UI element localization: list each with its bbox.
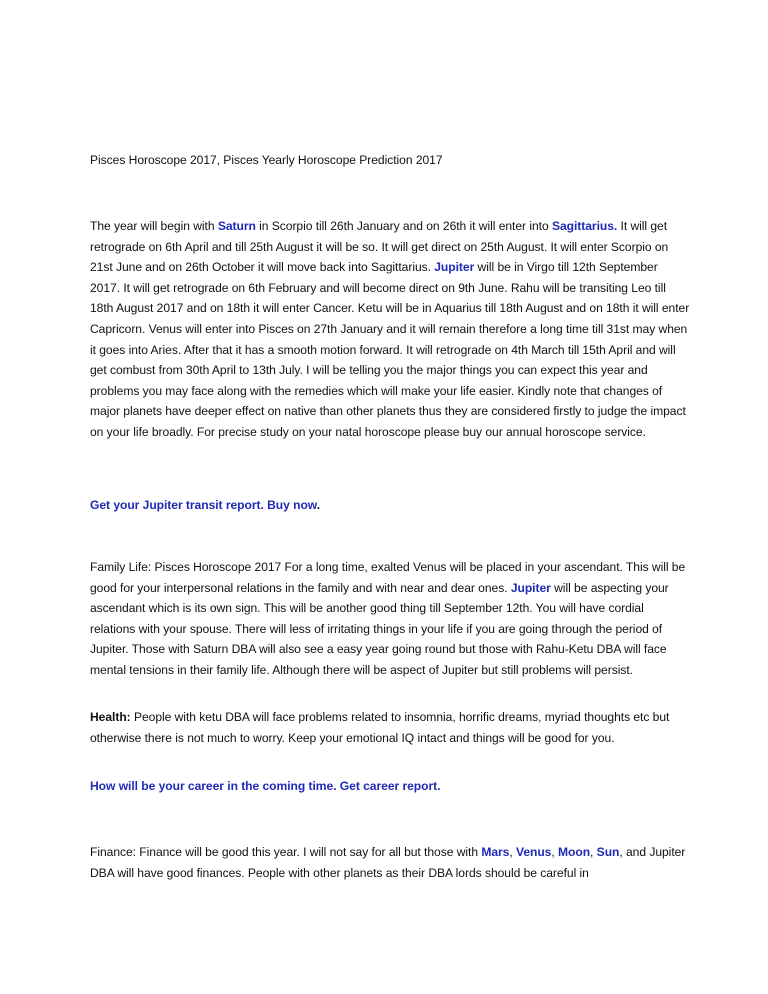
jupiter-transit-cta	[90, 495, 690, 516]
saturn-link[interactable]: Saturn	[217, 219, 256, 233]
family-text-2: will be aspecting your ascendant which is its own sign. This will be another good thing till September 12th. You will have cordial relations with your spouse. There will less of irritating things in your life if you are going through the period of Jupiter. Those with Saturn DBA will also see a easy year going round but those with Rahu-Ketu DBA will face mental tensions in their family life. Although there will be aspect of Jupiter but still problems will persist.	[90, 580, 669, 677]
health-paragraph	[90, 707, 690, 748]
cta-period: .	[316, 498, 321, 512]
family-life-paragraph	[90, 557, 690, 681]
health-label: Health:	[90, 710, 131, 724]
moon-link[interactable]: Moon	[558, 845, 591, 859]
intro-text-4: will be in Virgo till 12th September 2017. It will get retrograde on 6th February and will become direct on 9th June. Rahu will be transiting Leo till 18th August 2017 and on 18th it will enter Cancer. Ketu will be in Aquarius till 18th August and on 18th it will enter Capricorn. Venus will enter into Pisces on 27th January and it will remain therefore a long time till 31st may when it goes into Aries. After that it has a smooth motion forward. It will retrograde on 4th March till 15th April and will get combust from 30th April to 13th July. I will be telling you the major things you can expect this year and problems you may face along with the remedies which will make your life easier. Kindly note that changes of major planets have deeper effect on native than other planets thus they are considered firstly to judge the impact on your life broadly. For precise study on your natal horoscope please buy our annual horoscope service.	[90, 260, 690, 439]
intro-paragraph	[90, 216, 690, 443]
finance-sep-1: ,	[509, 845, 516, 859]
sagittarius-link[interactable]: Sagittarius.	[551, 219, 618, 233]
finance-paragraph	[90, 842, 690, 883]
jupiter-transit-report-link[interactable]: Get your Jupiter transit report. Buy now	[90, 498, 317, 512]
sun-link[interactable]: Sun	[596, 845, 620, 859]
finance-sep-2: ,	[551, 845, 558, 859]
jupiter-link[interactable]: Jupiter	[434, 260, 475, 275]
intro-text-1: The year will begin with	[90, 219, 218, 233]
intro-text-2: in Scorpio till 26th January and on 26th it will enter into	[255, 219, 552, 233]
health-text: People with ketu DBA will face problems related to insomnia, horrific dreams, myriad thoughts etc but otherwise there is not much to worry. Keep your emotional IQ intact and things will be good for you.	[90, 710, 670, 745]
finance-text-1: Finance: Finance will be good this year. I will not say for all but those with	[90, 845, 482, 859]
page-title: Pisces Horoscope 2017, Pisces Yearly Horoscope Prediction 2017	[90, 153, 443, 167]
career-report-link[interactable]: How will be your career in the coming time. Get career report.	[90, 779, 441, 793]
mars-link[interactable]: Mars	[481, 845, 510, 859]
finance-sep-3: ,	[590, 845, 597, 859]
career-cta	[90, 776, 690, 797]
venus-link[interactable]: Venus	[515, 845, 552, 859]
family-jupiter-link[interactable]: Jupiter	[510, 580, 551, 595]
family-text-1: Family Life: Pisces Horoscope 2017 For a long time, exalted Venus will be placed in your ascendant. This will be good for your interpersonal relations in the family and with near and dear ones.	[90, 560, 686, 595]
finance-text-2: , and Jupiter DBA will have good finances. People with other planets as their DBA lords should be careful in	[90, 845, 686, 880]
intro-text-3: It will get retrograde on 6th April and till 25th August it will be so. It will get direct on 25th August. It will enter Scorpio on 21st June and on 26th October it will move back into Sagittarius.	[90, 219, 669, 275]
